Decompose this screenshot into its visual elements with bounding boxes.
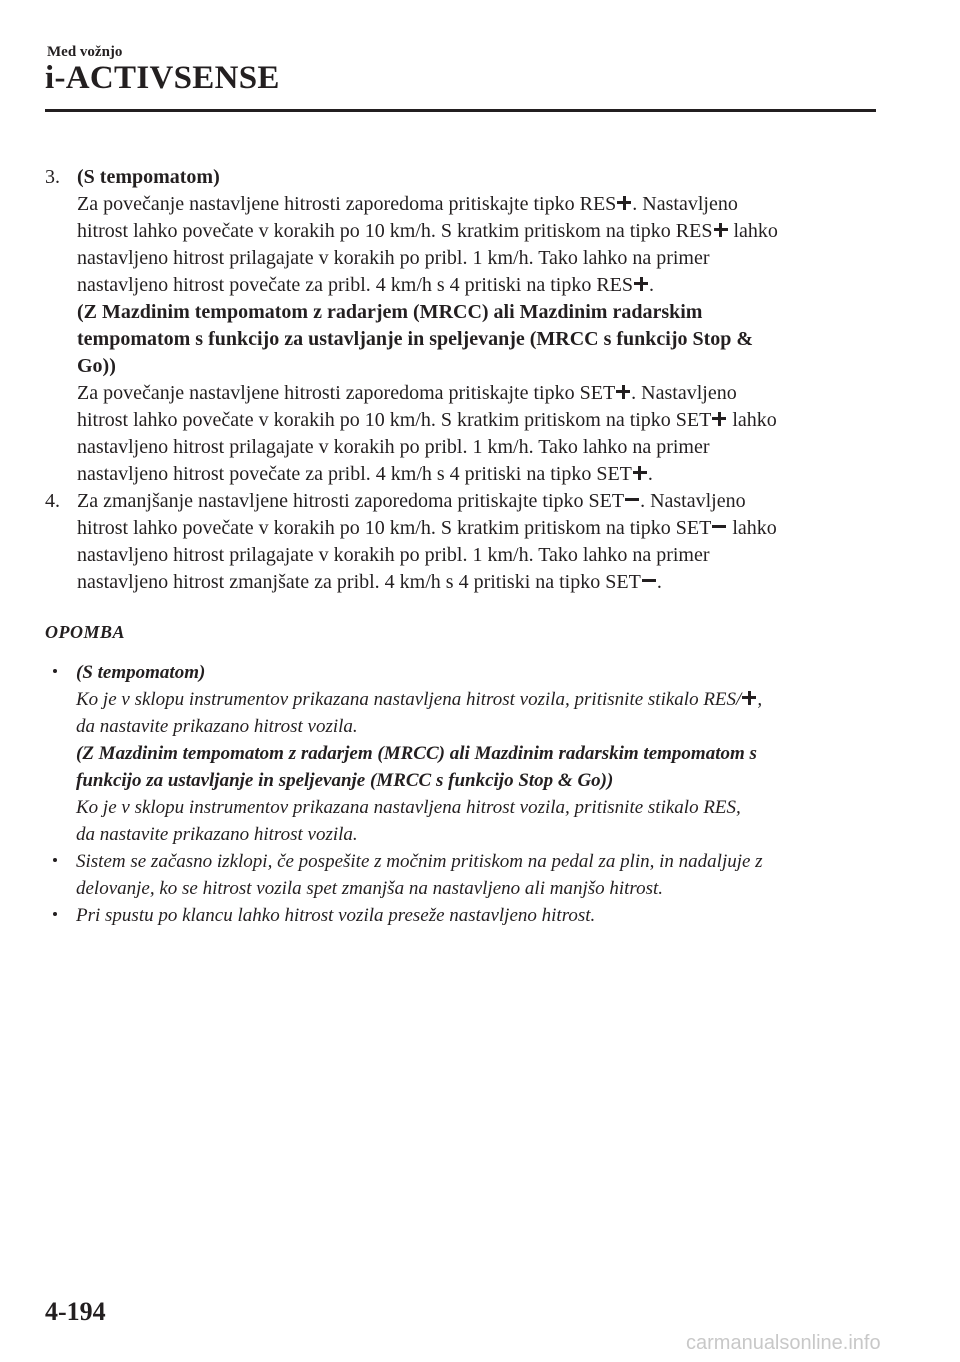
note-heading-line: funkcijo za ustavljanje in speljevanje (MRCC s funkcijo Stop & Go)): [76, 770, 614, 791]
step-text-line: nastavljeno hitrost zmanjšate za pribl. 4 km/h s 4 pritiski na tipko SET .: [77, 571, 662, 593]
header-divider: [45, 109, 876, 112]
step-text-line: Za povečanje nastavljene hitrosti zaporedoma pritiskajte tipko RES . Nastavljeno: [77, 193, 738, 215]
step-text-line: hitrost lahko povečate v korakih po 10 km/h. S kratkim pritiskom na tipko SET lahko: [77, 409, 777, 431]
minus-icon: [712, 520, 726, 534]
bullet-icon: [53, 912, 57, 916]
step-text-line: nastavljeno hitrost prilagajate v korakih po pribl. 1 km/h. Tako lahko na primer: [77, 436, 710, 458]
step-text-line: nastavljeno hitrost povečate za pribl. 4 km/h s 4 pritiski na tipko RES .: [77, 274, 655, 296]
note-text-line: Pri spustu po klancu lahko hitrost vozila preseže nastavljeno hitrost.: [76, 905, 596, 926]
note-item: [45, 902, 885, 929]
step-text-line: nastavljeno hitrost povečate za pribl. 4 km/h s 4 pritiski na tipko SET .: [77, 463, 653, 485]
step-heading: tempomatom s funkcijo za ustavljanje in speljevanje (MRCC s funkcijo Stop &: [77, 328, 754, 350]
watermark: carmanualsonline.info: [686, 1332, 881, 1354]
step-text-line: Za povečanje nastavljene hitrosti zaporedoma pritiskajte tipko SET . Nastavljeno: [77, 382, 737, 404]
note-text-line: da nastavite prikazano hitrost vozila.: [76, 824, 358, 845]
note-heading: OPOMBA: [45, 622, 126, 642]
page-number: 4-194: [45, 1297, 106, 1326]
plus-icon: [617, 196, 631, 210]
plus-icon: [616, 385, 630, 399]
bullet-icon: [53, 858, 57, 862]
note-text-line: Ko je v sklopu instrumentov prikazana nastavljena hitrost vozila, pritisnite stikalo RES,: [76, 797, 741, 818]
plus-icon: [633, 466, 647, 480]
notes-list: [45, 659, 885, 929]
bullet-icon: [53, 669, 57, 673]
step-number: 4.: [45, 490, 60, 512]
note-heading-line: (Z Mazdinim tempomatom z radarjem (MRCC) ali Mazdinim radarskim tempomatom s: [76, 743, 757, 764]
step-text-line: Za zmanjšanje nastavljene hitrosti zaporedoma pritiskajte tipko SET . Nastavljeno: [77, 490, 746, 512]
plus-icon: [714, 223, 728, 237]
plus-icon: [742, 691, 756, 705]
step-heading: Go)): [77, 355, 116, 377]
main-content: [45, 164, 885, 929]
step-heading: (S tempomatom): [77, 166, 220, 188]
note-text-line: Sistem se začasno izklopi, če pospešite z močnim pritiskom na pedal za plin, in nadaljuje z: [76, 851, 763, 872]
minus-icon: [642, 574, 656, 588]
minus-icon: [625, 493, 639, 507]
step-text-line: nastavljeno hitrost prilagajate v korakih po pribl. 1 km/h. Tako lahko na primer: [77, 247, 710, 269]
section-label: Med vožnjo: [47, 44, 123, 60]
step-text-line: hitrost lahko povečate v korakih po 10 km/h. S kratkim pritiskom na tipko SET lahko: [77, 517, 777, 539]
note-heading-line: (S tempomatom): [76, 662, 206, 683]
step-text-line: hitrost lahko povečate v korakih po 10 km/h. S kratkim pritiskom na tipko RES lahko: [77, 220, 778, 242]
step-3: [45, 164, 885, 488]
plus-icon: [634, 277, 648, 291]
note-text-line: da nastavite prikazano hitrost vozila.: [76, 716, 358, 737]
note-item: [45, 659, 885, 848]
note-text-line: Ko je v sklopu instrumentov prikazana nastavljena hitrost vozila, pritisnite stikalo RES/ ,: [76, 689, 763, 710]
step-text-line: nastavljeno hitrost prilagajate v korakih po pribl. 1 km/h. Tako lahko na primer: [77, 544, 710, 566]
step-heading: (Z Mazdinim tempomatom z radarjem (MRCC) ali Mazdinim radarskim: [77, 301, 703, 323]
note-item: [45, 848, 885, 902]
note-text-line: delovanje, ko se hitrost vozila spet zmanjša na nastavljeno ali manjšo hitrost.: [76, 878, 664, 899]
page-title: i-ACTIVSENSE: [45, 60, 280, 96]
plus-icon: [712, 412, 726, 426]
step-4: [45, 488, 885, 596]
step-number: 3.: [45, 166, 60, 188]
